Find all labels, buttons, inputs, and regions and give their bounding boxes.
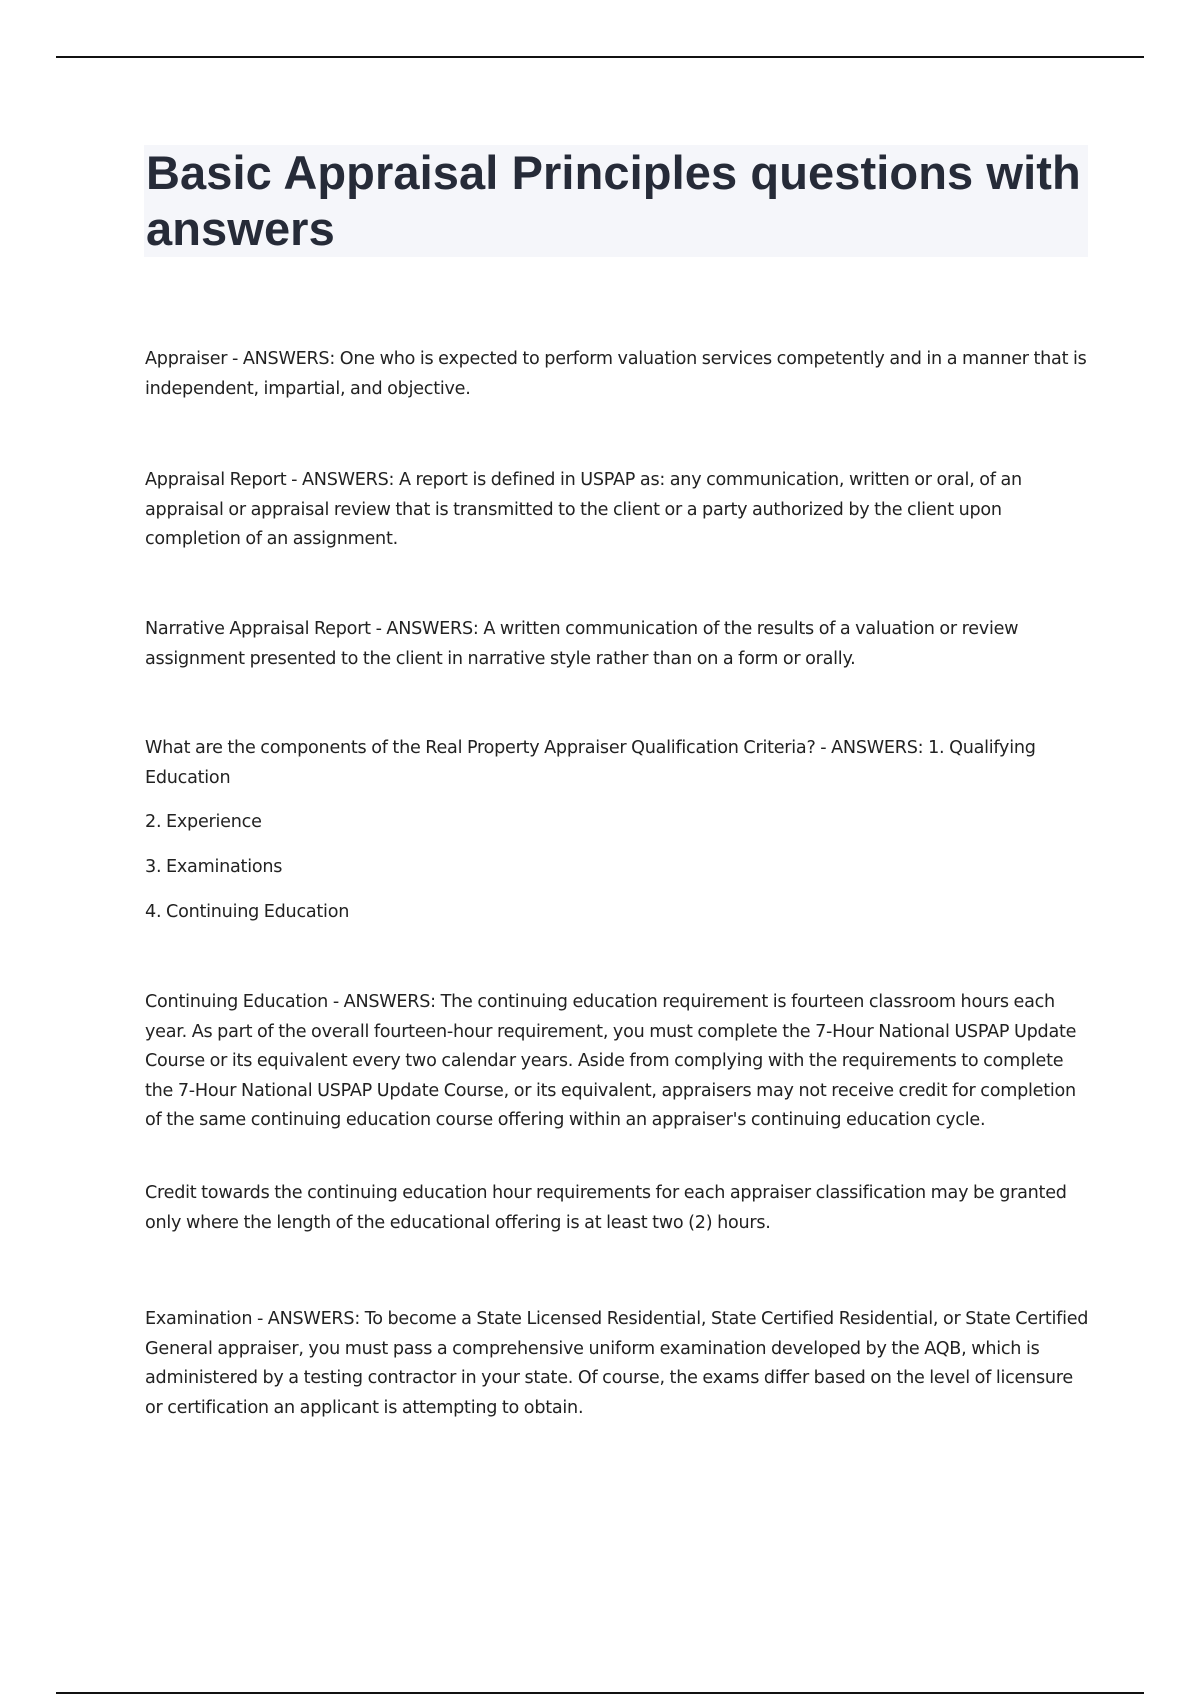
qa-entry-examination [145,1305,1090,1423]
qa-paragraph: Appraiser - ANSWERS: One who is expected to perform valuation services competently and in a manner that is independent, impartial, and objective. [145,349,1087,399]
qa-entry-qualification-criteria [145,734,1090,922]
qa-list-item: 4. Continuing Education [145,902,350,922]
qa-list-item: 3. Examinations [145,857,283,877]
header-rule [56,56,1144,58]
footer-rule [56,1692,1144,1694]
qa-paragraph: Continuing Education - ANSWERS: The continuing education requirement is fourteen classroom hours each year. As part of the overall fourteen-hour requirement, you must complete the 7-Hour National USPAP Update Course or its equivalent every two calendar years. Aside from complying with the requirements to complete the 7-Hour National USPAP Update Course, or its equivalent, appraisers may not receive credit for completion of the same continuing education course offering within an appraiser's continuing education cycle. [145,992,1077,1130]
qa-paragraph: Appraisal Report - ANSWERS: A report is defined in USPAP as: any communication, written or oral, of an appraisal or appraisal review that is transmitted to the client or a party authorized by the client upon completion of an assignment. [145,470,1022,549]
qa-entry-continuing-education [145,988,1090,1233]
qa-paragraph: Narrative Appraisal Report - ANSWERS: A written communication of the results of a valuation or review assignment presented to the client in narrative style rather than on a form or orally. [145,619,1019,669]
qa-entry-narrative-appraisal-report [145,615,1090,674]
qa-paragraph: Credit towards the continuing education hour requirements for each appraiser classification may be granted only where the length of the educational offering is at least two (2) hours. [145,1183,1067,1233]
page-title: Basic Appraisal Principles questions with answers [146,146,1081,255]
qa-entry-appraiser [145,345,1090,404]
qa-list-item: 2. Experience [145,812,262,832]
title-block [144,145,1088,257]
qa-entry-appraisal-report [145,466,1090,555]
qa-paragraph: What are the components of the Real Property Appraiser Qualification Criteria? - ANSWERS: 1. Qualifying Education [145,738,1036,788]
qa-paragraph: Examination - ANSWERS: To become a State Licensed Residential, State Certified Residential, or State Certified General appraiser, you must pass a comprehensive uniform examination developed by the AQB, which is administered by a testing contractor in your state. Of course, the exams differ based on the level of licensure or certification an applicant is attempting to obtain. [145,1309,1089,1418]
